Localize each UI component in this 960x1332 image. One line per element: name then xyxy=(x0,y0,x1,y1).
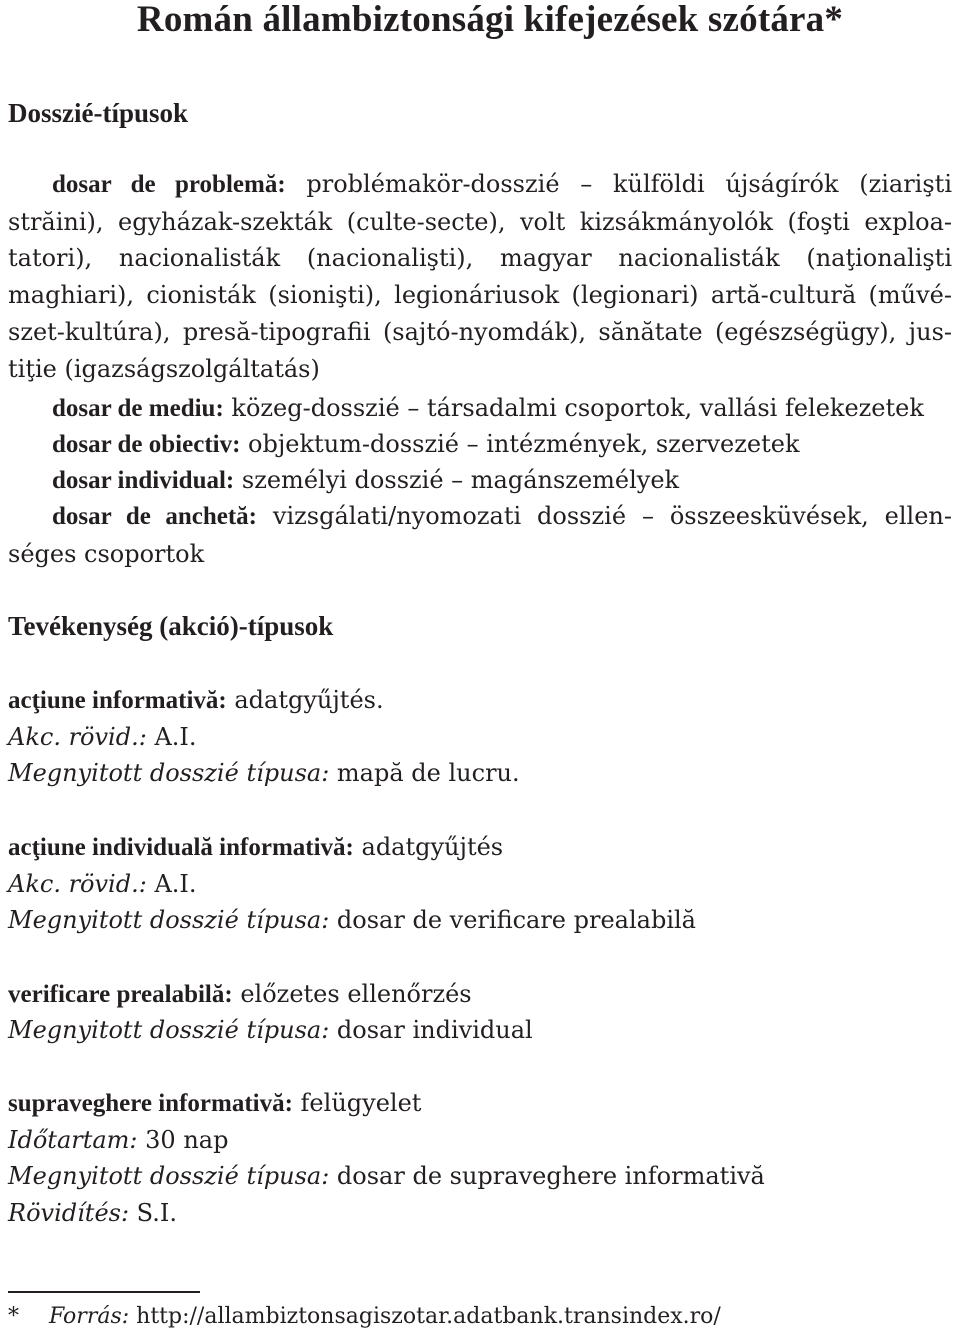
dossier-type-value: mapă de lucru. xyxy=(329,759,520,787)
abbreviation-value: A.I. xyxy=(146,870,197,898)
footnote-divider xyxy=(8,1291,200,1293)
entry-definition: személyi dosszié – magánszemélyek xyxy=(234,466,680,494)
entry-term: dosar de problemă: xyxy=(52,171,286,198)
entry-definition: vizsgálati/nyomozati dosszié – összeesküvések, ellenséges csoportok xyxy=(8,502,952,568)
dossier-type-value: dosar de supraveghere informativă xyxy=(329,1162,765,1190)
footnote xyxy=(8,1302,952,1332)
entry-definition: felügyelet xyxy=(292,1089,422,1117)
abbreviation-label: Rövidítés: xyxy=(8,1199,130,1227)
entry-dossier-type xyxy=(8,1158,952,1194)
section-heading-dossier-types: Dosszié-típusok xyxy=(8,98,189,128)
entry-dosar-de-ancheta xyxy=(8,498,952,572)
dossier-type-label: Megnyitott dosszié típusa: xyxy=(8,1162,330,1190)
entry-abbreviation xyxy=(8,719,952,755)
entry-term: supraveghere informativă: xyxy=(8,1090,293,1117)
abbreviation-value: S.I. xyxy=(129,1199,177,1227)
entry-term: dosar individual: xyxy=(52,467,235,494)
page-title: Román állambiztonsági kifejezések szótára* xyxy=(136,0,844,40)
abbreviation-label: Akc. rövid.: xyxy=(8,870,147,898)
entry-dossier-type xyxy=(8,755,952,791)
dossier-type-value: dosar individual xyxy=(329,1016,533,1044)
abbreviation-label: Akc. rövid.: xyxy=(8,723,147,751)
entry-actiune-individuala-informativa xyxy=(8,829,952,866)
entry-dosar-de-mediu xyxy=(52,390,960,427)
dossier-type-label: Megnyitott dosszié típusa: xyxy=(8,906,330,934)
entry-term: acţiune individuală informativă: xyxy=(8,834,354,861)
entry-term: acţiune informativă: xyxy=(8,687,227,714)
entry-term: dosar de mediu: xyxy=(52,395,224,422)
entry-abbreviation xyxy=(8,866,952,902)
entry-verificare-prealabila xyxy=(8,976,952,1013)
entry-dosar-de-problema xyxy=(8,166,952,387)
entry-dossier-type xyxy=(8,1012,952,1048)
duration-label: Időtartam: xyxy=(8,1126,138,1154)
footnote-source-url[interactable]: http://allambiztonsagiszotar.adatbank.transindex.ro/ xyxy=(129,1304,721,1329)
section-heading-action-types: Tevékenység (akció)-típusok xyxy=(8,611,334,641)
entry-duration xyxy=(8,1122,952,1158)
entry-dosar-de-obiectiv xyxy=(52,426,960,463)
entry-definition: adatgyűjtés. xyxy=(226,686,384,714)
entry-definition: problémakör-dosszié – külföldi újságírók (ziarişti străini), egyházak-szekták (culte-secte), volt kizsákmányolók (foşti exploatatori), nacionalisták (nacionalişti), magyar nacionalisták (naţionalişti maghiari), cionisták (sionişti), legionáriusok (legionari) artă-cultură (művészet-kultúra), presă-tipografii (sajtó-nyomdák), sănătate (egészségügy), justiţie (igazságszolgáltatás) xyxy=(8,170,952,383)
dossier-type-label: Megnyitott dosszié típusa: xyxy=(8,1016,330,1044)
entry-abbreviation xyxy=(8,1195,952,1231)
entry-definition: előzetes ellenőrzés xyxy=(232,980,472,1008)
entry-definition: objektum-dosszié – intézmények, szervezetek xyxy=(240,430,800,458)
footnote-source-label: Forrás: xyxy=(49,1304,130,1329)
entry-actiune-informativa xyxy=(8,682,952,719)
entry-dosar-individual xyxy=(52,462,960,499)
entry-dossier-type xyxy=(8,902,952,938)
entry-term: dosar de obiectiv: xyxy=(52,431,241,458)
duration-value: 30 nap xyxy=(137,1126,229,1154)
entry-supraveghere-informativa xyxy=(8,1085,952,1122)
dossier-type-label: Megnyitott dosszié típusa: xyxy=(8,759,330,787)
entry-term: verificare prealabilă: xyxy=(8,981,233,1008)
dossier-type-value: dosar de verificare prealabilă xyxy=(329,906,696,934)
entry-term: dosar de anchetă: xyxy=(52,503,258,530)
abbreviation-value: A.I. xyxy=(146,723,197,751)
entry-definition: adatgyűjtés xyxy=(353,833,504,861)
entry-definition: közeg-dosszié – társadalmi csoportok, vallási felekezetek xyxy=(223,394,924,422)
footnote-mark: * xyxy=(8,1304,19,1329)
